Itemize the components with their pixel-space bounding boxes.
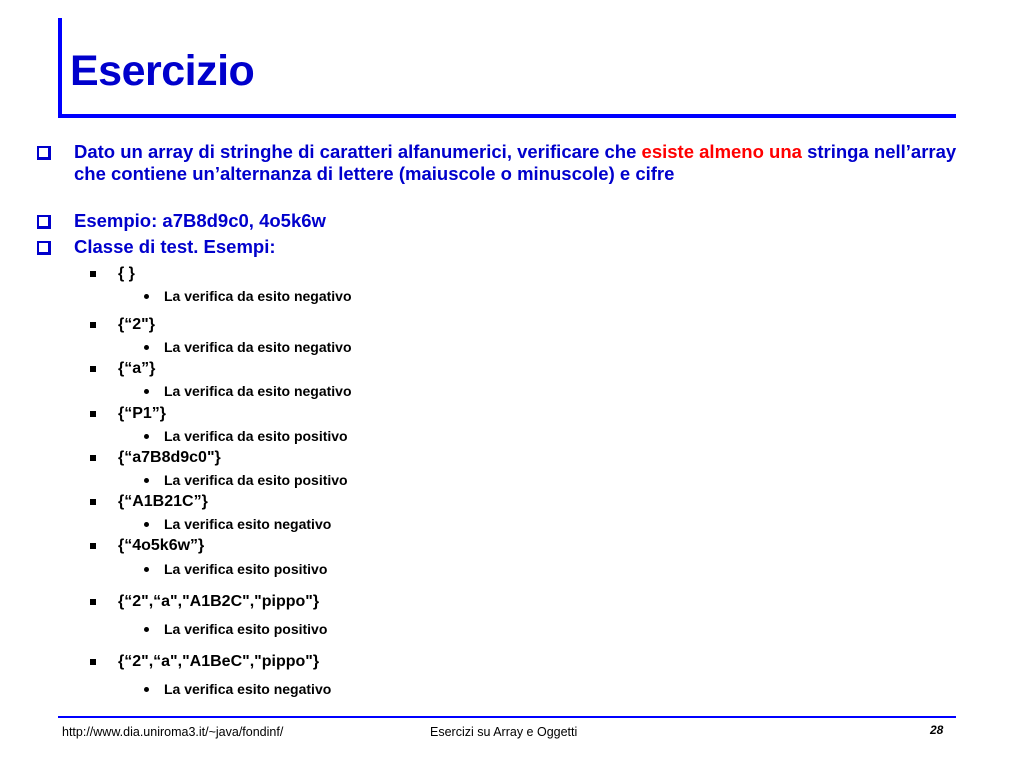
- test-case-input: {“P1”}: [118, 405, 167, 422]
- filled-square-icon: [90, 322, 96, 328]
- dot-icon: [144, 294, 149, 299]
- filled-square-icon: [90, 271, 96, 277]
- hollow-square-icon: [37, 241, 51, 255]
- dot-icon: [144, 567, 149, 572]
- filled-square-icon: [90, 455, 96, 461]
- dot-icon: [144, 627, 149, 632]
- test-case-result: La verifica da esito negativo: [164, 339, 352, 355]
- filled-square-icon: [90, 543, 96, 549]
- bullet-text-test-class: Classe di test. Esempi:: [74, 236, 276, 257]
- footer-course-title: Esercizi su Array e Oggetti: [430, 725, 578, 739]
- dot-icon: [144, 687, 149, 692]
- test-case-result: La verifica esito positivo: [164, 561, 328, 577]
- test-case-result: La verifica da esito negativo: [164, 288, 352, 304]
- test-case-input: { }: [118, 265, 135, 282]
- dot-icon: [144, 522, 149, 527]
- test-case-input: {“4o5k6w”}: [118, 537, 205, 554]
- test-case-input: {“A1B21C”}: [118, 493, 208, 510]
- slide-title: Esercizio: [70, 47, 255, 95]
- test-case-input: {“2",“a","A1B2C","pippo"}: [118, 593, 320, 610]
- test-case-result: La verifica da esito positivo: [164, 428, 348, 444]
- page-number: 28: [930, 723, 944, 737]
- dot-icon: [144, 434, 149, 439]
- filled-square-icon: [90, 659, 96, 665]
- filled-square-icon: [90, 499, 96, 505]
- footer-divider: [58, 716, 956, 718]
- filled-square-icon: [90, 366, 96, 372]
- bullet-text-task: [74, 141, 974, 185]
- test-case-result: La verifica da esito positivo: [164, 472, 348, 488]
- test-case-result: La verifica esito negativo: [164, 681, 332, 697]
- task-text-after: stringa nell’array che contiene un’alternanza di lettere (maiuscole o minuscole) e cifre: [74, 141, 957, 184]
- test-case-result: La verifica esito negativo: [164, 516, 332, 532]
- hollow-square-icon: [37, 146, 51, 160]
- test-case-input: {“a”}: [118, 360, 156, 377]
- filled-square-icon: [90, 411, 96, 417]
- filled-square-icon: [90, 599, 96, 605]
- dot-icon: [144, 345, 149, 350]
- bullet-text-example: Esempio: a7B8d9c0, 4o5k6w: [74, 210, 326, 231]
- test-case-input: {“2"}: [118, 316, 155, 333]
- test-case-result: La verifica esito positivo: [164, 621, 328, 637]
- test-case-input: {“2",“a","A1BeC","pippo"}: [118, 653, 320, 670]
- dot-icon: [144, 478, 149, 483]
- test-case-input: {“a7B8d9c0"}: [118, 449, 221, 466]
- hollow-square-icon: [37, 215, 51, 229]
- dot-icon: [144, 389, 149, 394]
- test-case-result: La verifica da esito negativo: [164, 383, 352, 399]
- task-text-before: Dato un array di stringhe di caratteri alfanumerici, verificare che: [74, 141, 642, 162]
- task-highlight: esiste almeno una: [641, 141, 802, 162]
- footer-url: http://www.dia.uniroma3.it/~java/fondinf/: [62, 725, 284, 739]
